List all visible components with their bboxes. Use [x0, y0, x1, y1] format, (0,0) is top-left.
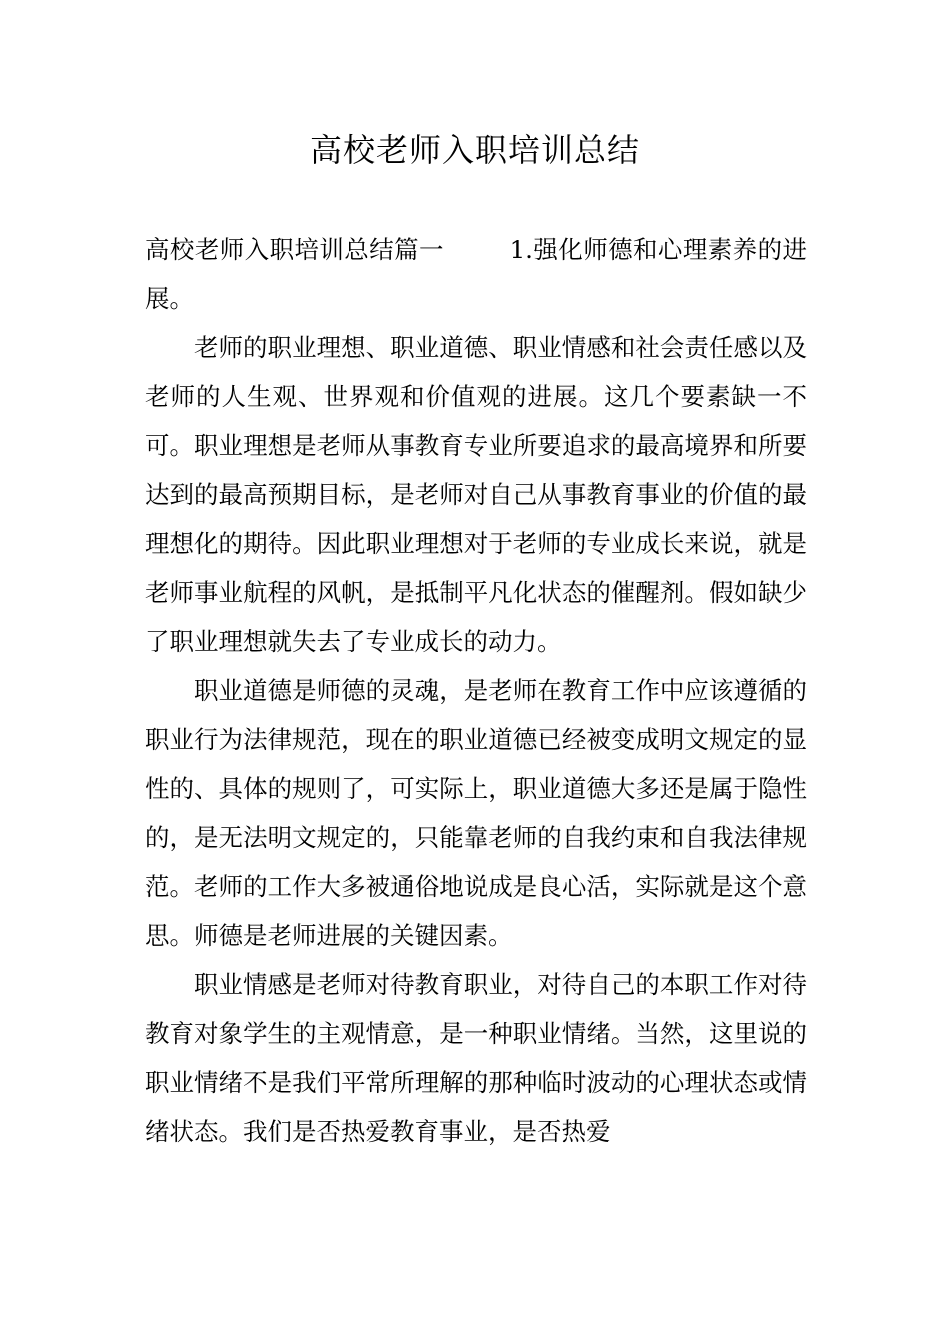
intro-section-label: 1.强化师德和心理素养的 [509, 235, 783, 264]
paragraph-career-ideal: 老师的职业理想、职业道德、职业情感和社会责任感以及老师的人生观、世界观和价值观的进展。这几个要素缺一不可。职业理想是老师从事教育专业所要追求的最高境界和所要达到的最高预期目标，是老师对自己从事教育事业的价值的最理想化的期待。因此职业理想对于老师的专业成长来说，就是老师事业航程的风帆，是抵制平凡化状态的催醒剂。假如缺少了职业理想就失去了专业成长的动力。 [145, 333, 807, 656]
intro-heading: 高校老师入职培训总结篇一 [145, 235, 444, 264]
paragraph-professional-ethics: 职业道德是师德的灵魂，是老师在教育工作中应该遵循的职业行为法律规范，现在的职业道德已经被变成明文规定的显性的、具体的规则了，可实际上，职业道德大多还是属于隐性的，是无法明文规定的，只能靠老师的自我约束和自我法律规范。老师的工作大多被通俗地说成是良心活，实际就是这个意思。师德是老师进展的关键因素。 [145, 676, 807, 950]
document-body [145, 225, 807, 1156]
intro-paragraph [145, 225, 807, 323]
intro-section-tail: 进展。 [145, 235, 807, 313]
paragraph-professional-emotion: 职业情感是老师对待教育职业，对待自己的本职工作对待教育对象学生的主观情意，是一种职业情绪。当然，这里说的职业情绪不是我们平常所理解的那种临时波动的心理状态或情绪状态。我们是否热爱教育事业，是否热爱 [145, 970, 807, 1146]
document-title: 高校老师入职培训总结 [309, 131, 640, 169]
